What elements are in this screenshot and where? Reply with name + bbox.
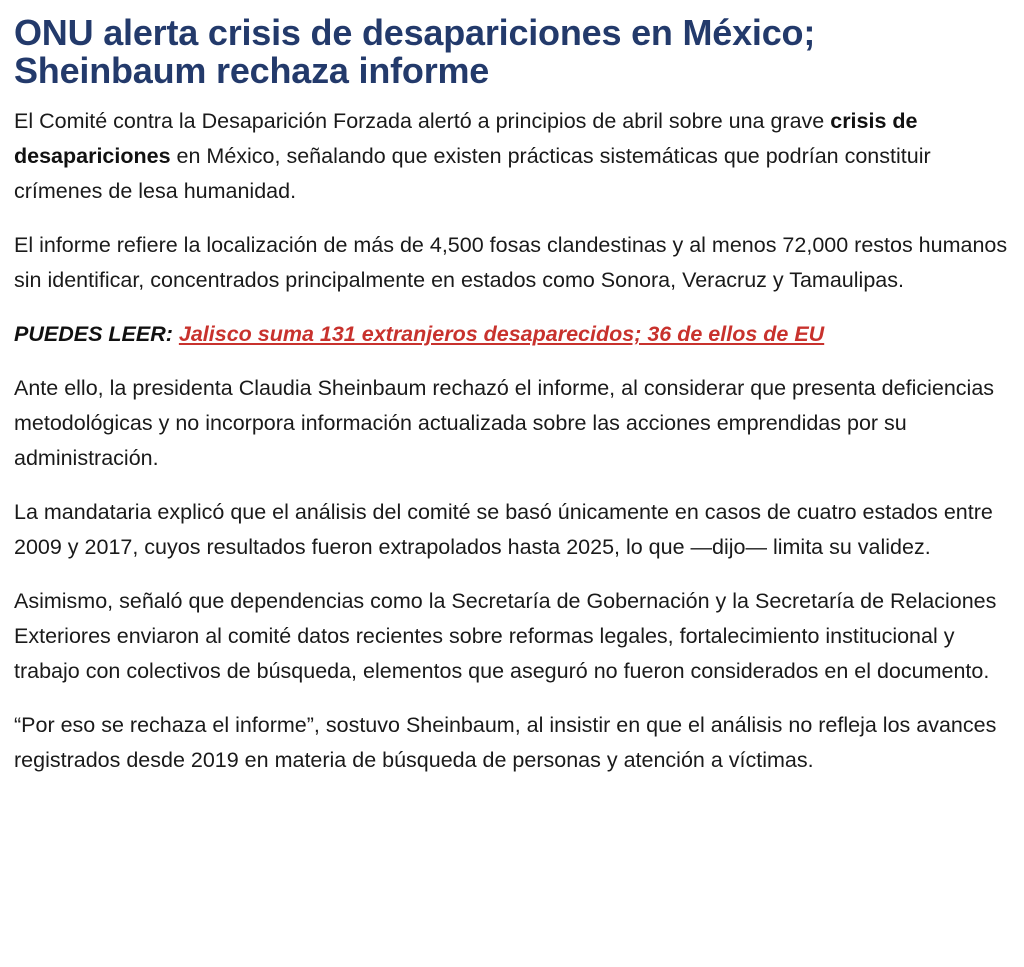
paragraph-1 bbox=[14, 104, 1008, 209]
paragraph-1-text-end: en México, señalando que existen prácticas sistemáticas que podrían constituir crímenes de lesa humanidad. bbox=[14, 144, 931, 203]
read-more-link[interactable]: Jalisco suma 131 extranjeros desaparecidos; 36 de ellos de EU bbox=[178, 322, 825, 346]
paragraph-2: El informe refiere la localización de más de 4,500 fosas clandestinas y al menos 72,000 restos humanos sin identificar, concentrados principalmente en estados como Sonora, Veracruz y Tamaulipas. bbox=[14, 233, 1008, 292]
article-headline: ONU alerta crisis de desapariciones en México; Sheinbaum rechaza informe bbox=[14, 12, 816, 91]
read-more-callout bbox=[14, 317, 1008, 352]
paragraph-6: “Por eso se rechaza el informe”, sostuvo Sheinbaum, al insistir en que el análisis no refleja los avances registrados desde 2019 en materia de búsqueda de personas y atención a víctimas. bbox=[14, 713, 997, 772]
paragraph-1-bold-phrase: crisis de desapariciones bbox=[14, 109, 918, 168]
read-more-label: PUEDES LEER: bbox=[14, 322, 173, 346]
paragraph-3: Ante ello, la presidenta Claudia Sheinbaum rechazó el informe, al considerar que presenta deficiencias metodológicas y no incorpora información actualizada sobre las acciones emprendidas por su administración. bbox=[14, 376, 995, 470]
paragraph-4: La mandataria explicó que el análisis del comité se basó únicamente en casos de cuatro estados entre 2009 y 2017, cuyos resultados fueron extrapolados hasta 2025, lo que —dijo— limita su validez. bbox=[14, 500, 993, 559]
paragraph-5: Asimismo, señaló que dependencias como la Secretaría de Gobernación y la Secretaría de Relaciones Exteriores enviaron al comité datos recientes sobre reformas legales, fortalecimiento institucional y trabajo con colectivos de búsqueda, elementos que aseguró no fueron considerados en el documento. bbox=[14, 589, 997, 683]
paragraph-1-text-start: El Comité contra la Desaparición Forzada alertó a principios de abril sobre una grave bbox=[14, 109, 831, 133]
